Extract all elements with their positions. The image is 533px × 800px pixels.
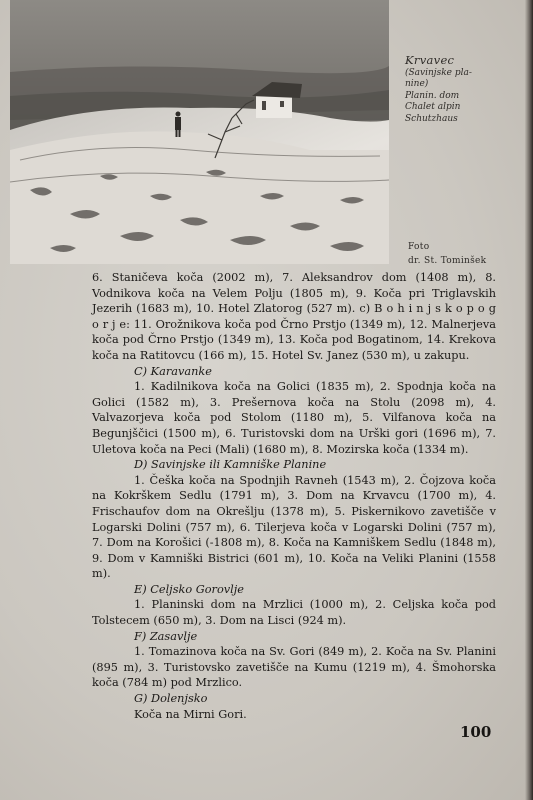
caption-line: Chalet alpin — [405, 102, 461, 112]
snow-landscape-picture — [10, 0, 389, 264]
paragraph: Koča na Mirni Gori. — [134, 707, 247, 721]
caption-line: Schutzhaus — [405, 113, 458, 124]
paragraph: 1. Kadilnikova koča na Golici (1835 m), 2. Spodnja koča na Golici (1582 m), 3. Prešernova koča na Stolu (2098 m), 4. Valvazorjeva koča pod Stolom (1180 m), 5. Vilfanova koča na Begunjščici (1500 m), 6. Turistovski dom na Urški gori (1696 m), 7. Uletova koča na Peci (Mali) (1680 m), 8. Mozirska koča (1334 m). — [92, 380, 496, 456]
section-heading: G) Dolenjsko — [134, 692, 208, 706]
mountain-hut-photo — [10, 0, 389, 264]
photo-caption — [405, 55, 523, 125]
paragraph: 1. Češka koča na Spodnjih Ravneh (1543 m), 2. Čojzova koča na Kokrškem Sedlu (1791 m), 3. Dom na Krvavcu (1700 m), 4. Frischaufov dom na Okrešlju (1378 m), 5. Piskernikovo zavetišče v Logarski Dolini (757 m), 6. Tilerjeva koča v Logarski Dolini (757 m), 7. Dom na Korošici (-1808 m), 8. Koča na Kamniškem Sedlu (1848 m), 9. Dom v Kamniški Bistrici (601 m), 10. Koča na Veliki Planini (1558 m). — [92, 473, 496, 581]
body-text — [92, 270, 496, 722]
page-edge-shadow — [525, 0, 533, 800]
section-heading: E) Celjsko Gorovlje — [134, 582, 244, 596]
section-heading: C) Karavanke — [134, 364, 212, 378]
caption-line: (Savinjske pla- — [405, 67, 472, 78]
paragraph: 6. Staničeva koča (2002 m), 7. Aleksandrov dom (1408 m), 8. Vodnikova koča na Velem Polju (1805 m), 9. Koča pri Triglavskih Jezerih (1683 m), 10. Hotel Zlatorog (527 m). c) B o h i n j s k o p o g o r j e: 11. Orožnikova koča pod Črno Prstjo (1349 m), 12. Malnerjeva koča pod Črno Prstjo (1349 m), 13. Koča pod Bogatinom, 14. Krekova koča na Ratitovcu (166 m), 15. Hotel Sv. Janez (530 m), u zakupu. — [92, 271, 496, 362]
caption-line: Planin. dom — [405, 90, 460, 101]
credit-label: Foto — [408, 242, 430, 252]
photo-credit — [408, 240, 526, 268]
paragraph: 1. Tomazinova koča na Sv. Gori (849 m), 2. Koča na Sv. Planini (895 m), 3. Turistovsko zavetišče na Kumu (1219 m), 4. Šmohorska koča (784 m) pod Mrzlico. — [92, 645, 496, 690]
paragraph: 1. Planinski dom na Mrzlici (1000 m), 2. Celjska koča pod Tolstecem (650 m), 3. Dom na Lisci (924 m). — [92, 598, 496, 628]
caption-line: nine) — [405, 79, 429, 89]
section-heading: D) Savinjske ili Kamniške Planine — [134, 458, 327, 472]
section-heading: F) Zasavlje — [134, 629, 198, 643]
page-number: 100 — [460, 723, 492, 741]
caption-title: Krvavec — [405, 53, 455, 67]
credit-author: dr. St. Tominšek — [408, 256, 487, 266]
